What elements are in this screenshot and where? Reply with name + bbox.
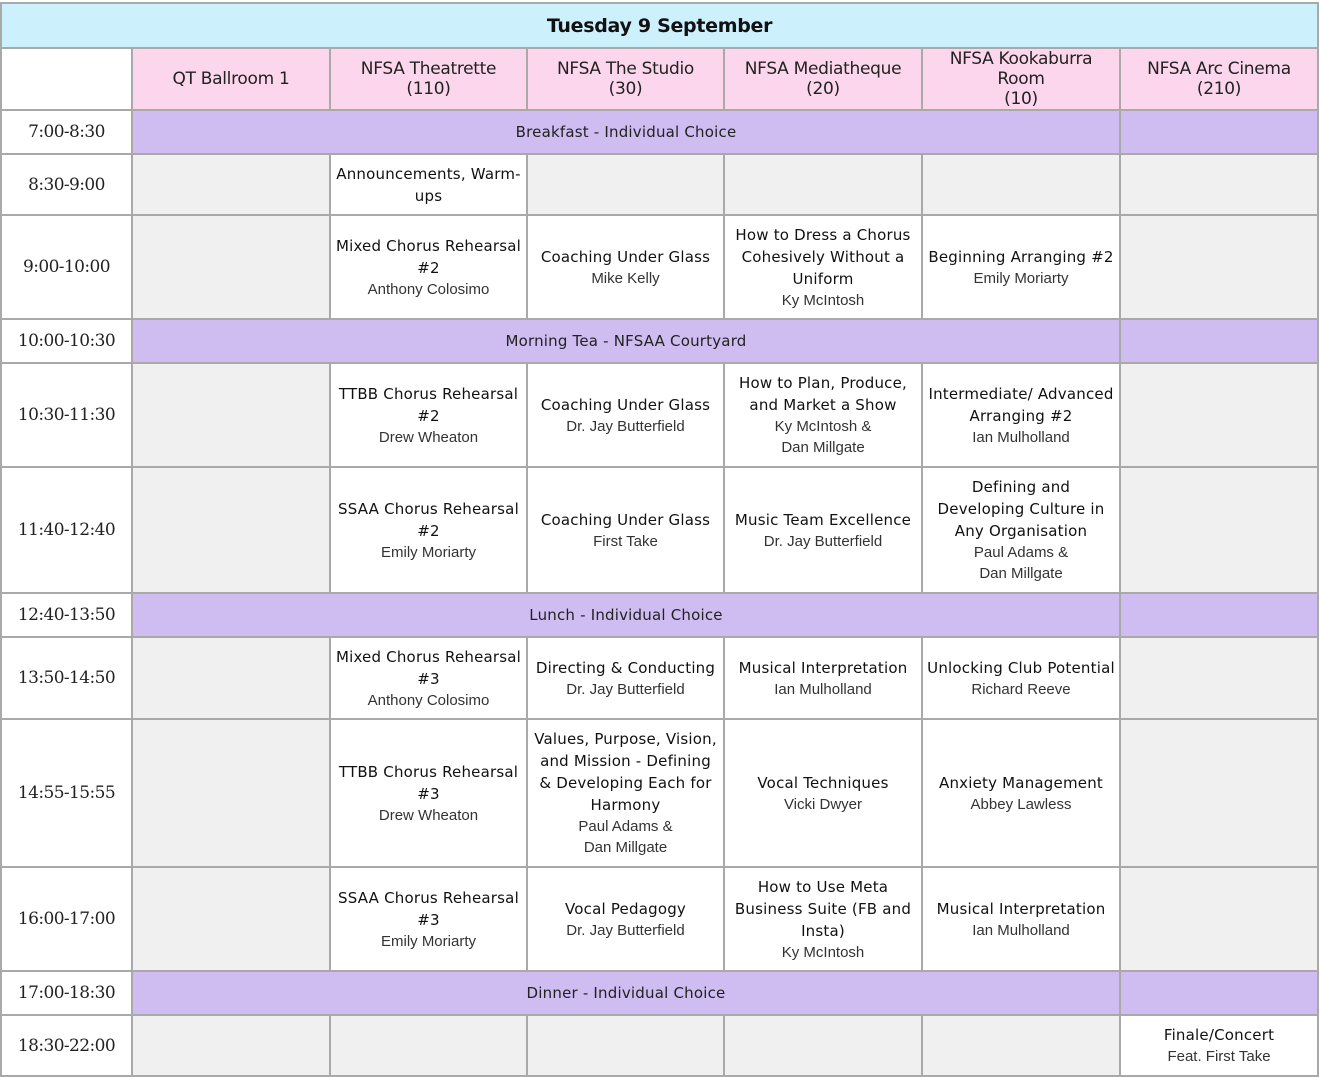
session-cell <box>922 363 1120 467</box>
session-title: Values, Purpose, Vision, and Mission - Defining & Developing Each for Harmony <box>534 730 717 814</box>
session-title: Anxiety Management <box>939 773 1103 792</box>
session-row <box>1 719 1318 867</box>
empty-slot <box>724 154 922 215</box>
venue-header-nfsa-the-studio <box>527 48 724 110</box>
break-banner-end <box>1120 593 1318 637</box>
session-title: TTBB Chorus Rehearsal #3 <box>338 762 519 803</box>
session-cell <box>527 637 724 719</box>
session-presenter: Ian Mulholland <box>972 921 1070 939</box>
venue-name: NFSA Mediatheque <box>744 59 902 79</box>
session-title: Announcements, Warm-ups <box>336 164 521 205</box>
session-cell <box>724 363 922 467</box>
session-row <box>1 467 1318 593</box>
session-row <box>1 363 1318 467</box>
session-row <box>1 867 1318 971</box>
time-column-header <box>1 48 132 110</box>
break-banner-end <box>1120 319 1318 363</box>
session-title: Mixed Chorus Rehearsal #3 <box>335 647 522 688</box>
session-cell <box>922 637 1120 719</box>
session-cell <box>922 467 1120 593</box>
venue-capacity: (10) <box>1004 89 1038 109</box>
session-title: Beginning Arranging #2 <box>928 247 1114 266</box>
empty-slot <box>922 154 1120 215</box>
break-banner-end <box>1120 971 1318 1015</box>
empty-slot <box>132 363 330 467</box>
session-cell <box>330 467 527 593</box>
time-slot: 12:40-13:50 <box>1 593 132 637</box>
time-slot: 16:00-17:00 <box>1 867 132 971</box>
time-slot: 10:30-11:30 <box>1 363 132 467</box>
session-title: Vocal Techniques <box>757 773 889 792</box>
session-presenter: Ky McIntosh <box>781 291 865 309</box>
session-presenter: Dan Millgate <box>979 565 1063 582</box>
session-presenter: Paul Adams & <box>973 544 1069 561</box>
session-title: Unlocking Club Potential <box>927 658 1115 677</box>
break-banner: Dinner - Individual Choice <box>132 971 1120 1015</box>
empty-slot <box>1120 637 1318 719</box>
session-presenter: Anthony Colosimo <box>367 691 490 709</box>
session-cell <box>527 215 724 319</box>
venue-header-row <box>1 48 1318 110</box>
time-slot: 14:55-15:55 <box>1 719 132 867</box>
session-presenter: Dr. Jay Butterfield <box>566 921 685 939</box>
empty-slot <box>1120 363 1318 467</box>
empty-slot <box>132 867 330 971</box>
session-title: Defining and Developing Culture in Any Organisation <box>937 478 1105 540</box>
break-banner: Lunch - Individual Choice <box>132 593 1120 637</box>
session-title: How to Use Meta Business Suite (FB and Insta) <box>734 877 912 940</box>
session-title: Intermediate/ Advanced Arranging #2 <box>928 384 1114 425</box>
session-presenter: Dan Millgate <box>583 839 668 856</box>
session-title: Coaching Under Glass <box>540 247 711 266</box>
session-title: TTBB Chorus Rehearsal #2 <box>338 384 519 425</box>
venue-capacity: (30) <box>608 79 643 99</box>
session-title: Musical Interpretation <box>738 658 908 677</box>
session-cell <box>527 363 724 467</box>
session-cell <box>330 637 527 719</box>
empty-slot <box>1120 215 1318 319</box>
session-title: SSAA Chorus Rehearsal #2 <box>338 499 519 540</box>
session-presenter: Ky McIntosh <box>781 943 865 961</box>
time-slot: 9:00-10:00 <box>1 215 132 319</box>
session-presenter: Paul Adams & <box>578 818 673 835</box>
session-presenter: Anthony Colosimo <box>367 280 490 298</box>
session-presenter: Emily Moriarty <box>973 269 1069 287</box>
venue-name: QT Ballroom 1 <box>172 69 290 89</box>
time-slot: 17:00-18:30 <box>1 971 132 1015</box>
session-row <box>1 1015 1318 1076</box>
session-cell <box>330 867 527 971</box>
time-slot: 10:00-10:30 <box>1 319 132 363</box>
session-row <box>1 637 1318 719</box>
session-cell <box>527 719 724 867</box>
break-banner: Morning Tea - NFSAA Courtyard <box>132 319 1120 363</box>
venue-header-qt-ballroom-1 <box>132 48 330 110</box>
session-presenter: Drew Wheaton <box>378 806 479 824</box>
empty-slot <box>132 154 330 215</box>
session-title: Music Team Excellence <box>734 510 912 529</box>
session-presenter: Mike Kelly <box>591 269 660 287</box>
venue-header-nfsa-mediatheque <box>724 48 922 110</box>
schedule-body <box>1 3 1318 1076</box>
break-row <box>1 971 1318 1015</box>
time-slot: 13:50-14:50 <box>1 637 132 719</box>
session-title: Coaching Under Glass <box>540 510 711 529</box>
session-cell <box>724 719 922 867</box>
venue-name: NFSA Kookaburra Room <box>949 49 1093 89</box>
session-cell <box>527 867 724 971</box>
session-presenter: Emily Moriarty <box>380 932 476 950</box>
session-title: Finale/Concert <box>1163 1026 1275 1044</box>
empty-slot <box>1120 719 1318 867</box>
break-banner: Breakfast - Individual Choice <box>132 110 1120 154</box>
session-cell <box>1120 1015 1318 1076</box>
time-slot: 8:30-9:00 <box>1 154 132 215</box>
session-cell <box>724 867 922 971</box>
session-cell <box>527 467 724 593</box>
session-cell <box>330 719 527 867</box>
session-presenter: Dr. Jay Butterfield <box>566 680 685 698</box>
venue-name: NFSA Arc Cinema (210) <box>1147 59 1291 99</box>
session-title: How to Plan, Produce, and Market a Show <box>738 374 908 414</box>
session-presenter: Emily Moriarty <box>380 543 476 561</box>
empty-slot <box>1120 154 1318 215</box>
session-title: Mixed Chorus Rehearsal #2 <box>335 236 522 277</box>
session-cell <box>330 363 527 467</box>
session-title: Coaching Under Glass <box>540 395 711 414</box>
empty-slot <box>132 215 330 319</box>
empty-slot <box>724 1015 922 1076</box>
empty-slot <box>1120 467 1318 593</box>
session-title: SSAA Chorus Rehearsal #3 <box>338 888 519 929</box>
empty-slot <box>527 1015 724 1076</box>
session-presenter: Dan Millgate <box>781 439 865 456</box>
page-title: Tuesday 9 September <box>1 3 1318 48</box>
venue-name: NFSA Theatrette <box>360 59 497 79</box>
venue-capacity: (20) <box>806 79 840 99</box>
venue-header-nfsa-arc-cinema-210 <box>1120 48 1318 110</box>
session-title: How to Dress a Chorus Cohesively Without a Uniform <box>735 225 911 288</box>
break-row <box>1 110 1318 154</box>
session-row <box>1 215 1318 319</box>
session-presenter: Richard Reeve <box>971 680 1071 698</box>
empty-slot <box>132 637 330 719</box>
break-row <box>1 593 1318 637</box>
session-presenter: Abbey Lawless <box>970 795 1072 813</box>
session-cell <box>330 154 527 215</box>
empty-slot <box>132 1015 330 1076</box>
session-title: Musical Interpretation <box>936 899 1106 918</box>
time-slot: 11:40-12:40 <box>1 467 132 593</box>
session-presenter: First Take <box>593 532 658 550</box>
empty-slot <box>132 467 330 593</box>
venue-header-nfsa-theatrette <box>330 48 527 110</box>
break-row <box>1 319 1318 363</box>
session-cell <box>330 215 527 319</box>
session-presenter: Dr. Jay Butterfield <box>566 417 685 435</box>
venue-name: NFSA The Studio <box>556 59 694 79</box>
empty-slot <box>527 154 724 215</box>
time-slot: 7:00-8:30 <box>1 110 132 154</box>
session-presenter: Feat. First Take <box>1167 1048 1271 1065</box>
empty-slot <box>132 719 330 867</box>
time-slot: 18:30-22:00 <box>1 1015 132 1076</box>
session-title: Vocal Pedagogy <box>565 899 686 918</box>
venue-header-nfsa-kookaburra-room <box>922 48 1120 110</box>
session-presenter: Ian Mulholland <box>972 428 1070 446</box>
empty-slot <box>922 1015 1120 1076</box>
session-cell <box>724 637 922 719</box>
session-presenter: Ian Mulholland <box>774 680 872 698</box>
session-presenter: Dr. Jay Butterfield <box>763 532 883 550</box>
session-cell <box>724 215 922 319</box>
empty-slot <box>330 1015 527 1076</box>
session-cell <box>922 719 1120 867</box>
venue-capacity: (110) <box>406 79 451 99</box>
empty-slot <box>1120 867 1318 971</box>
session-row <box>1 154 1318 215</box>
break-banner-end <box>1120 110 1318 154</box>
session-cell <box>922 215 1120 319</box>
schedule-table <box>0 2 1319 1077</box>
session-title: Directing & Conducting <box>535 658 716 677</box>
session-cell <box>922 867 1120 971</box>
session-presenter: Ky McIntosh & <box>774 418 872 435</box>
session-presenter: Drew Wheaton <box>378 428 479 446</box>
session-presenter: Vicki Dwyer <box>783 795 863 813</box>
session-cell <box>724 467 922 593</box>
